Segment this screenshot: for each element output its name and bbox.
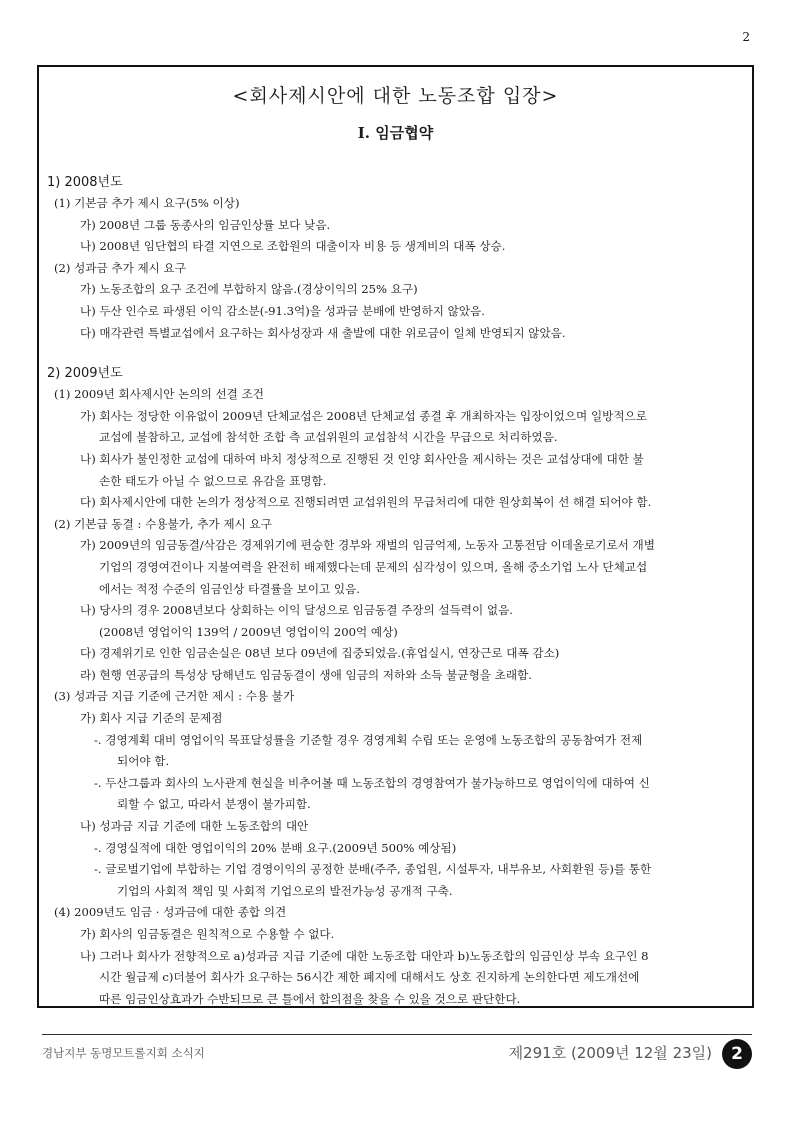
section-heading: 2) 2009년도: [47, 366, 123, 382]
document-line: 기업의 사회적 책임 및 사회적 기업으로의 발전가능성 공개적 구축.: [117, 883, 453, 898]
document-line: 에서는 적정 수준의 임금인상 타결률을 보이고 있음.: [99, 581, 360, 596]
document-line: 나) 당사의 경우 2008년보다 상회하는 이익 달성으로 임금동결 주장의 설득력이 없음.: [80, 603, 513, 618]
document-line: 기업의 경영여건이나 지불여력을 완전히 배제했다는데 문제의 심각성이 있으며, 올해 중소기업 노사 단체교섭: [99, 559, 648, 574]
document-line: 나) 그러나 회사가 전향적으로 a)성과금 지급 기준에 대한 노동조합 대안과 b)노동조합의 임금인상 부속 요구인 8: [80, 948, 649, 963]
footer-publication: 경남지부 동명모트롤지회 소식지: [42, 1046, 205, 1060]
document-line: 가) 2009년의 임금동결/삭감은 경제위기에 편승한 경부와 재벌의 임금억제, 노동자 고통전담 이데올로기로서 개별: [80, 538, 655, 553]
footer-divider: [42, 1034, 752, 1035]
content-frame: [37, 65, 754, 1008]
document-line: 가) 회사 지급 기준의 문제점: [80, 711, 223, 726]
document-line: -. 글로벌기업에 부합하는 기업 경영이익의 공정한 분배(주주, 종업원, 시설투자, 내부유보, 사회환원 등)를 통한: [94, 862, 652, 877]
document-line: 뢰할 수 없고, 따라서 분쟁이 불가피함.: [117, 797, 311, 812]
document-line: 시간 월급제 c)더불어 회사가 요구하는 56시간 제한 폐지에 대해서도 상호 진지하게 논의한다면 제도개선에: [99, 970, 640, 985]
document-line: 가) 2008년 그룹 동종사의 임금인상률 보다 낮음.: [80, 217, 331, 232]
document-line: 손한 태도가 아닐 수 없으므로 유감을 표명함.: [99, 473, 327, 488]
document-line: 나) 회사가 불인정한 교섭에 대하여 바치 정상적으로 진행된 것 인양 회사안을 제시하는 것은 교섭상대에 대한 불: [80, 451, 644, 466]
document-line: 교섭에 불참하고, 교섭에 참석한 조합 측 교섭위원의 교섭참석 시간을 무급으로 처리하였음.: [99, 430, 558, 445]
document-line: 라) 현행 연공급의 특성상 당해년도 임금동결이 생애 임금의 저하와 소득 불균형을 초래함.: [80, 667, 532, 682]
document-line: 나) 2008년 임단협의 타결 지연으로 조합원의 대출이자 비용 등 생계비의 대폭 상승.: [80, 239, 506, 254]
page-number: 2: [742, 30, 750, 44]
document-line: (2) 성과금 추가 제시 요구: [54, 260, 186, 275]
document-line: (3) 성과금 지급 기준에 근거한 제시 : 수용 불가: [54, 689, 295, 704]
document-line: (2) 기본급 동결 : 수용불가, 추가 제시 요구: [54, 516, 272, 531]
document-line: 다) 회사제시안에 대한 논의가 정상적으로 진행되려면 교섭위원의 무급처리에 대한 원상회복이 선 해결 되어야 함.: [80, 495, 652, 510]
document-line: 나) 성과금 지급 기준에 대한 노동조합의 대안: [80, 819, 309, 834]
footer-issue: 제291호 (2009년 12월 23일): [508, 1044, 712, 1062]
document-line: -. 경영실적에 대한 영업이익의 20% 분배 요구.(2009년 500% 예상됨): [94, 840, 457, 855]
section-subtitle: Ⅰ. 임금협약: [357, 124, 434, 142]
page-title: <회사제시안에 대한 노동조합 입장>: [232, 85, 559, 107]
footer-page-badge: 2: [722, 1039, 752, 1069]
document-line: -. 경영계획 대비 영업이익 목표달성률을 기준할 경우 경영계획 수립 또는 운영에 노동조합의 공동참여가 전제: [94, 732, 643, 747]
document-line: 가) 노동조합의 요구 조건에 부합하지 않음.(경상이익의 25% 요구): [80, 282, 418, 297]
document-line: (4) 2009년도 임금 · 성과금에 대한 종합 의견: [54, 905, 287, 920]
document-line: 가) 회사는 정당한 이유없이 2009년 단체교섭은 2008년 단체교섭 종결 후 개최하자는 입장이었으며 일방적으로: [80, 408, 647, 423]
section-heading: 1) 2008년도: [47, 175, 123, 190]
document-line: 다) 매각관련 특별교섭에서 요구하는 회사성장과 새 출발에 대한 위로금이 일체 반영되지 않았음.: [80, 325, 566, 340]
document-line: (1) 기본금 추가 제시 요구(5% 이상): [54, 196, 240, 210]
document-line: -. 두산그룹과 회사의 노사관계 현실을 비추어볼 때 노동조합의 경영참여가 불가능하므로 영업이익에 대하여 신: [94, 775, 650, 790]
document-line: (1) 2009년 회사제시안 논의의 선결 조건: [54, 387, 264, 402]
document-line: 되어야 함.: [117, 754, 170, 769]
document-line: 가) 회사의 임금동결은 원칙적으로 수용할 수 없다.: [80, 927, 335, 941]
document-line: 나) 두산 인수로 파생된 이익 감소분(-91.3억)을 성과금 분배에 반영하지 않았음.: [80, 303, 485, 318]
document-line: (2008년 영업이익 139억 / 2009년 영업이익 200억 예상): [99, 624, 398, 639]
document-line: 다) 경제위기로 인한 임금손실은 08년 보다 09년에 집중되었음.(휴업실시, 연장근로 대폭 감소): [80, 646, 560, 661]
document-body: [47, 173, 740, 1010]
document-line: 따른 임금인상효과가 수반되므로 큰 틀에서 합의점을 찾을 수 있을 것으로 판단한다.: [99, 991, 521, 1006]
